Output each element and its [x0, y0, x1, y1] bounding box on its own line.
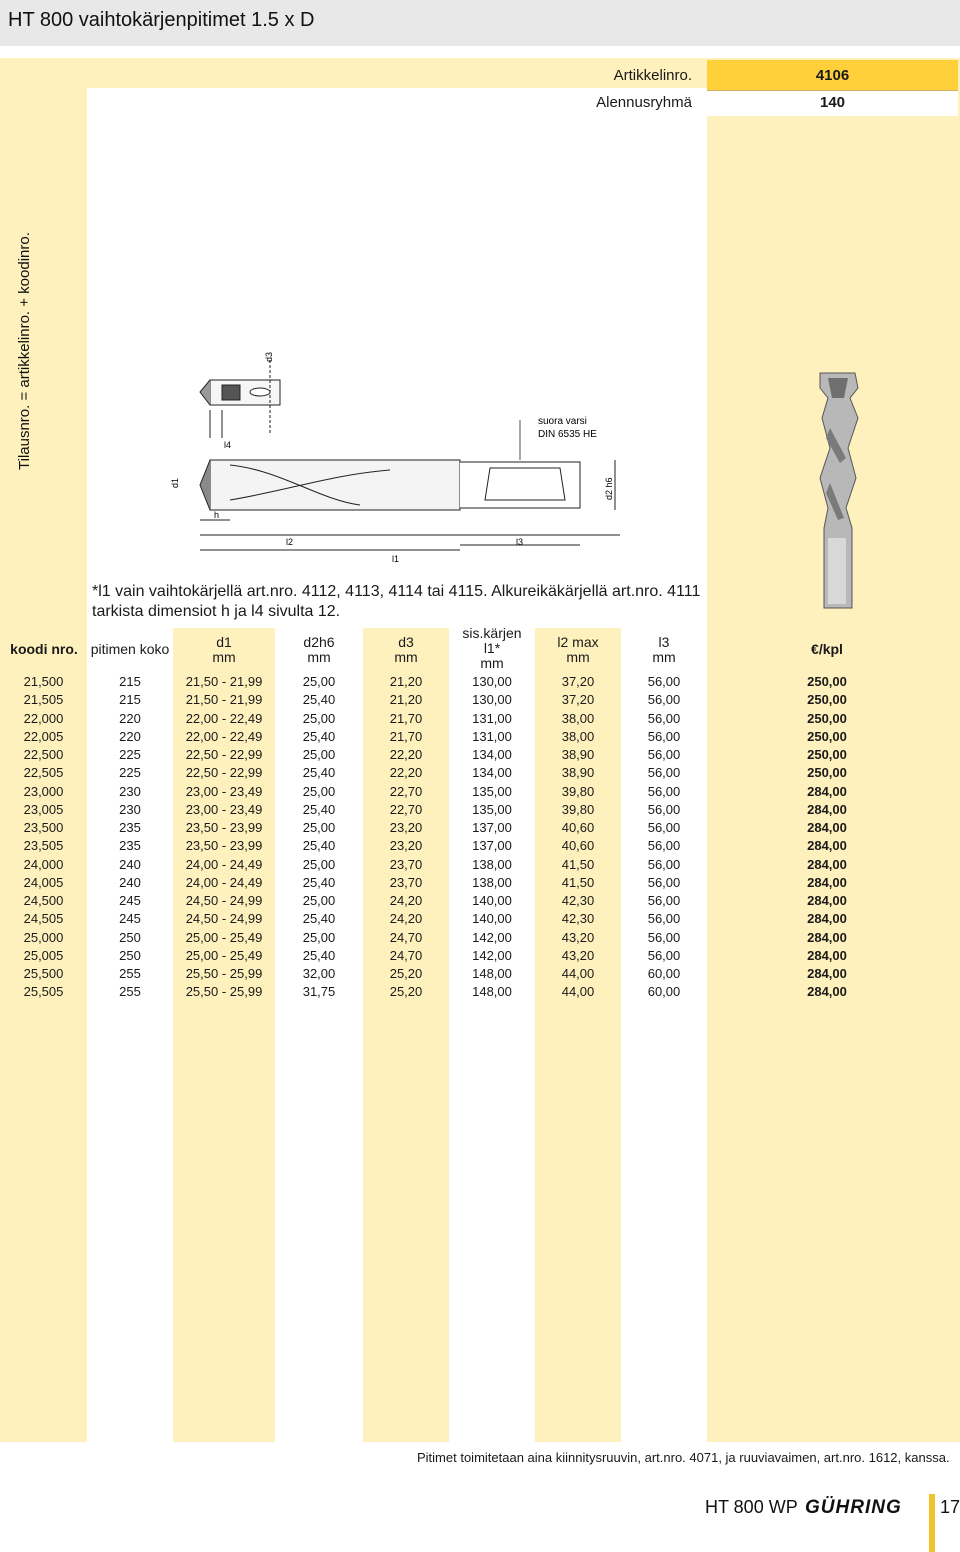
product-photo	[810, 368, 870, 613]
header-price: €/kpl	[811, 641, 843, 657]
table-row	[0, 746, 960, 764]
header-l3-unit: mm	[652, 649, 676, 665]
table-row	[0, 910, 960, 928]
cell-l2: 38,00	[561, 728, 595, 744]
header-d2h6	[275, 635, 363, 665]
cell-d2h6: 25,40	[302, 947, 336, 963]
cell-d3: 21,70	[389, 710, 423, 726]
cell-l3: 56,00	[647, 801, 681, 817]
cell-l3: 56,00	[647, 874, 681, 890]
cell-price: 284,00	[807, 929, 847, 945]
cell-price: 284,00	[807, 947, 847, 963]
cell-d1: 25,50 - 25,99	[185, 966, 263, 981]
cell-l3: 56,00	[647, 911, 681, 927]
cell-price: 284,00	[807, 838, 847, 854]
cell-koodi: 25,505	[23, 984, 64, 1000]
cell-pitimen: 220	[119, 728, 141, 744]
header-d3	[363, 635, 449, 665]
cell-d1: 24,50 - 24,99	[185, 893, 263, 908]
label-l2: l2	[286, 537, 294, 547]
cell-d1: 23,00 - 23,49	[185, 783, 263, 799]
cell-l3: 60,00	[647, 966, 681, 981]
cell-koodi: 24,005	[23, 874, 64, 890]
cell-d3: 25,20	[389, 984, 423, 1000]
cell-l2: 38,90	[561, 765, 595, 781]
cell-d3: 24,70	[389, 929, 423, 945]
cell-d2h6: 25,00	[302, 820, 336, 835]
cell-d1: 23,50 - 23,99	[185, 820, 263, 835]
cell-d2h6: 25,00	[302, 783, 336, 799]
cell-d1: 22,50 - 22,99	[185, 765, 263, 781]
cell-price: 284,00	[807, 874, 847, 890]
cell-koodi: 21,505	[23, 692, 64, 708]
cell-d3: 21,20	[389, 692, 423, 708]
cell-koodi: 24,000	[23, 856, 64, 872]
cell-price: 250,00	[807, 692, 847, 708]
cell-price: 284,00	[807, 966, 847, 981]
cell-price: 284,00	[807, 893, 847, 908]
label-d1: d1	[170, 477, 180, 488]
table-row	[0, 983, 960, 1001]
cell-d2h6: 25,40	[302, 801, 336, 817]
label-shank-1: suora varsi	[538, 416, 587, 427]
cell-d1: 21,50 - 21,99	[185, 674, 263, 689]
cell-d3: 25,20	[389, 966, 423, 981]
cell-pitimen: 220	[119, 710, 141, 726]
cell-l2: 38,90	[561, 747, 595, 762]
cell-pitimen: 235	[119, 820, 141, 835]
tool-drawing	[160, 340, 640, 570]
table-row	[0, 856, 960, 874]
cell-pitimen: 215	[119, 692, 141, 708]
page-title: HT 800 vaihtokärjenpitimet 1.5 x D	[8, 9, 315, 31]
table-row	[0, 691, 960, 709]
article-number-label: Artikkelinro.	[613, 67, 692, 84]
label-l3: l3	[516, 537, 524, 547]
cell-l1: 131,00	[472, 710, 512, 726]
header-d1-label: d1	[216, 634, 232, 650]
cell-d1: 25,00 - 25,49	[185, 947, 263, 963]
table-row	[0, 764, 960, 782]
cell-d2h6: 25,40	[302, 874, 336, 890]
cell-d2h6: 25,40	[302, 911, 336, 927]
cell-d3: 22,20	[389, 747, 423, 762]
header-l3	[621, 635, 707, 665]
cell-d2h6: 25,40	[302, 765, 336, 781]
cell-l1: 148,00	[472, 984, 512, 1000]
cell-d2h6: 25,00	[302, 674, 336, 689]
order-number-legend: Tilausnro. = artikkelinro. + koodinro.	[16, 232, 33, 470]
cell-d3: 21,20	[389, 674, 423, 689]
cell-pitimen: 225	[119, 747, 141, 762]
cell-price: 284,00	[807, 856, 847, 872]
cell-l1: 137,00	[472, 838, 512, 854]
table-row	[0, 874, 960, 892]
cell-d1: 23,50 - 23,99	[185, 838, 263, 854]
cell-price: 284,00	[807, 984, 847, 1000]
cell-d3: 22,20	[389, 765, 423, 781]
cell-l1: 131,00	[472, 728, 512, 744]
cell-pitimen: 235	[119, 838, 141, 854]
cell-d3: 24,20	[389, 893, 423, 908]
dimension-note	[92, 582, 702, 622]
cell-d2h6: 25,00	[302, 929, 336, 945]
header-l1-label-a: sis.kärjen	[462, 625, 522, 641]
cell-d1: 24,00 - 24,49	[185, 874, 263, 890]
product-line-label: HT 800 WP	[705, 1497, 798, 1517]
cell-l3: 56,00	[647, 765, 681, 781]
cell-d2h6: 25,00	[302, 893, 336, 908]
cell-d1: 24,50 - 24,99	[185, 911, 263, 927]
cell-l1: 135,00	[472, 801, 512, 817]
label-l4: l4	[224, 440, 232, 450]
cell-l2: 41,50	[561, 874, 595, 890]
table-row	[0, 837, 960, 855]
cell-pitimen: 225	[119, 765, 141, 781]
cell-d1: 22,00 - 22,49	[185, 710, 263, 726]
cell-d1: 25,50 - 25,99	[185, 984, 263, 1000]
cell-l1: 138,00	[472, 856, 512, 872]
cell-koodi: 25,000	[23, 929, 64, 945]
table-row	[0, 801, 960, 819]
cell-d3: 23,70	[389, 856, 423, 872]
table-row	[0, 710, 960, 728]
cell-l1: 137,00	[472, 820, 512, 835]
cell-pitimen: 240	[119, 874, 141, 890]
cell-l3: 56,00	[647, 838, 681, 854]
cell-l2: 44,00	[561, 966, 595, 981]
footer-note: Pitimet toimitetaan aina kiinnitysruuvin, art.nro. 4071, ja ruuviavaimen, art.nro. 1612, kanssa.	[417, 1450, 950, 1465]
cell-l2: 37,20	[561, 674, 595, 689]
cell-price: 250,00	[807, 728, 847, 744]
cell-d1: 22,50 - 22,99	[185, 747, 263, 762]
cell-d3: 24,70	[389, 947, 423, 963]
cell-d2h6: 25,00	[302, 710, 336, 726]
cell-price: 284,00	[807, 801, 847, 817]
cell-d3: 23,70	[389, 874, 423, 890]
cell-d3: 23,20	[389, 820, 423, 835]
cell-l1: 130,00	[472, 674, 512, 689]
cell-l3: 56,00	[647, 947, 681, 963]
cell-pitimen: 250	[119, 929, 141, 945]
article-number-value: 4106	[815, 67, 850, 84]
cell-l2: 40,60	[561, 838, 595, 854]
header-l1-label-b: l1*	[483, 640, 501, 656]
cell-koodi: 22,500	[23, 747, 64, 762]
cell-koodi: 23,500	[23, 820, 64, 835]
note-line-2: tarkista dimensiot h ja l4 sivulta 12.	[92, 603, 341, 620]
cell-price: 250,00	[807, 747, 847, 762]
cell-l3: 56,00	[647, 747, 681, 762]
cell-d2h6: 32,00	[302, 966, 336, 981]
cell-l2: 42,30	[561, 893, 595, 908]
cell-d2h6: 25,40	[302, 692, 336, 708]
cell-l2: 43,20	[561, 947, 595, 963]
header-l1-unit: mm	[480, 655, 504, 671]
cell-koodi: 23,005	[23, 801, 64, 817]
header-l2-unit: mm	[566, 649, 590, 665]
table-row	[0, 819, 960, 837]
table-row	[0, 783, 960, 801]
cell-d2h6: 25,40	[302, 838, 336, 854]
cell-koodi: 25,005	[23, 947, 64, 963]
cell-l3: 56,00	[647, 710, 681, 726]
cell-d2h6: 25,00	[302, 747, 336, 762]
cell-d3: 24,20	[389, 911, 423, 927]
cell-l3: 56,00	[647, 692, 681, 708]
page-accent-bar	[929, 1494, 935, 1552]
cell-koodi: 22,000	[23, 710, 64, 726]
note-line-1: *l1 vain vaihtokärjellä art.nro. 4112, 4113, 4114 tai 4115. Alkureikäkärjellä art.nro. 4111	[92, 583, 701, 600]
cell-l2: 38,00	[561, 710, 595, 726]
table-row	[0, 892, 960, 910]
cell-price: 284,00	[807, 783, 847, 799]
label-h: h	[214, 510, 220, 520]
cell-l2: 42,30	[561, 911, 595, 927]
header-l1	[449, 626, 535, 671]
header-d3-label: d3	[398, 634, 414, 650]
header-l2	[535, 635, 621, 665]
cell-price: 284,00	[807, 820, 847, 835]
cell-price: 250,00	[807, 765, 847, 781]
cell-l2: 43,20	[561, 929, 595, 945]
header-d2h6-unit: mm	[307, 649, 331, 665]
cell-l2: 39,80	[561, 783, 595, 799]
cell-koodi: 22,505	[23, 765, 64, 781]
header-d1-unit: mm	[212, 649, 236, 665]
cell-l3: 56,00	[647, 783, 681, 799]
label-d3: d3	[264, 351, 274, 362]
table-row	[0, 947, 960, 965]
cell-l1: 140,00	[472, 911, 512, 927]
guhring-logo: GÜHRING	[805, 1497, 902, 1518]
cell-l1: 140,00	[472, 893, 512, 908]
cell-koodi: 24,500	[23, 893, 64, 908]
cell-pitimen: 240	[119, 856, 141, 872]
table-row	[0, 728, 960, 746]
label-l1: l1	[392, 554, 400, 564]
cell-pitimen: 255	[119, 966, 141, 981]
cell-l2: 40,60	[561, 820, 595, 835]
cell-d1: 22,00 - 22,49	[185, 728, 263, 744]
header-pitimen: pitimen koko	[90, 641, 170, 657]
cell-d2h6: 25,00	[302, 856, 336, 872]
page-number: 17	[940, 1497, 960, 1517]
cell-d1: 21,50 - 21,99	[185, 692, 263, 708]
cell-d3: 22,70	[389, 801, 423, 817]
cell-price: 250,00	[807, 710, 847, 726]
cell-l1: 148,00	[472, 966, 512, 981]
table-row	[0, 929, 960, 947]
header-d2h6-label: d2h6	[303, 634, 335, 650]
header-l3-label: l3	[658, 634, 670, 650]
cell-l3: 56,00	[647, 929, 681, 945]
cell-d3: 22,70	[389, 783, 423, 799]
cell-d3: 23,20	[389, 838, 423, 854]
header-d3-unit: mm	[394, 649, 418, 665]
cell-l1: 138,00	[472, 874, 512, 890]
cell-pitimen: 215	[119, 674, 141, 689]
cell-l1: 135,00	[472, 783, 512, 799]
cell-price: 284,00	[807, 911, 847, 927]
header-d1	[173, 635, 275, 665]
cell-pitimen: 245	[119, 893, 141, 908]
cell-koodi: 24,505	[23, 911, 64, 927]
label-d2h6: d2 h6	[604, 477, 614, 500]
cell-l1: 134,00	[472, 747, 512, 762]
cell-pitimen: 245	[119, 911, 141, 927]
cell-pitimen: 255	[119, 984, 141, 1000]
cell-pitimen: 230	[119, 783, 141, 799]
cell-l3: 56,00	[647, 893, 681, 908]
cell-l1: 142,00	[472, 947, 512, 963]
cell-l1: 142,00	[472, 929, 512, 945]
discount-group-value: 140	[819, 94, 846, 111]
cell-l1: 130,00	[472, 692, 512, 708]
cell-koodi: 23,505	[23, 838, 64, 854]
cell-l2: 41,50	[561, 856, 595, 872]
cell-koodi: 21,500	[23, 674, 64, 689]
cell-l3: 56,00	[647, 728, 681, 744]
cell-l1: 134,00	[472, 765, 512, 781]
cell-l3: 56,00	[647, 674, 681, 689]
cell-d2h6: 25,40	[302, 728, 336, 744]
cell-koodi: 22,005	[23, 728, 64, 744]
cell-l3: 56,00	[647, 856, 681, 872]
title-bar	[0, 0, 960, 46]
cell-d1: 23,00 - 23,49	[185, 801, 263, 817]
cell-pitimen: 230	[119, 801, 141, 817]
cell-l3: 56,00	[647, 820, 681, 835]
cell-l2: 37,20	[561, 692, 595, 708]
cell-d1: 24,00 - 24,49	[185, 856, 263, 872]
discount-group-label: Alennusryhmä	[596, 94, 692, 111]
table-row	[0, 965, 960, 983]
cell-price: 250,00	[807, 674, 847, 689]
cell-d2h6: 31,75	[302, 984, 336, 1000]
cell-l3: 60,00	[647, 984, 681, 1000]
cell-pitimen: 250	[119, 947, 141, 963]
header-l2-label: l2 max	[557, 634, 599, 650]
cell-koodi: 23,000	[23, 783, 64, 799]
table-row	[0, 673, 960, 691]
cell-l2: 44,00	[561, 984, 595, 1000]
cell-l2: 39,80	[561, 801, 595, 817]
cell-koodi: 25,500	[23, 966, 64, 981]
label-shank-2: DIN 6535 HE	[538, 429, 597, 440]
cell-d1: 25,00 - 25,49	[185, 929, 263, 945]
cell-d3: 21,70	[389, 728, 423, 744]
header-koodi: koodi nro.	[10, 641, 78, 657]
tip-detail-drawing	[200, 360, 280, 438]
